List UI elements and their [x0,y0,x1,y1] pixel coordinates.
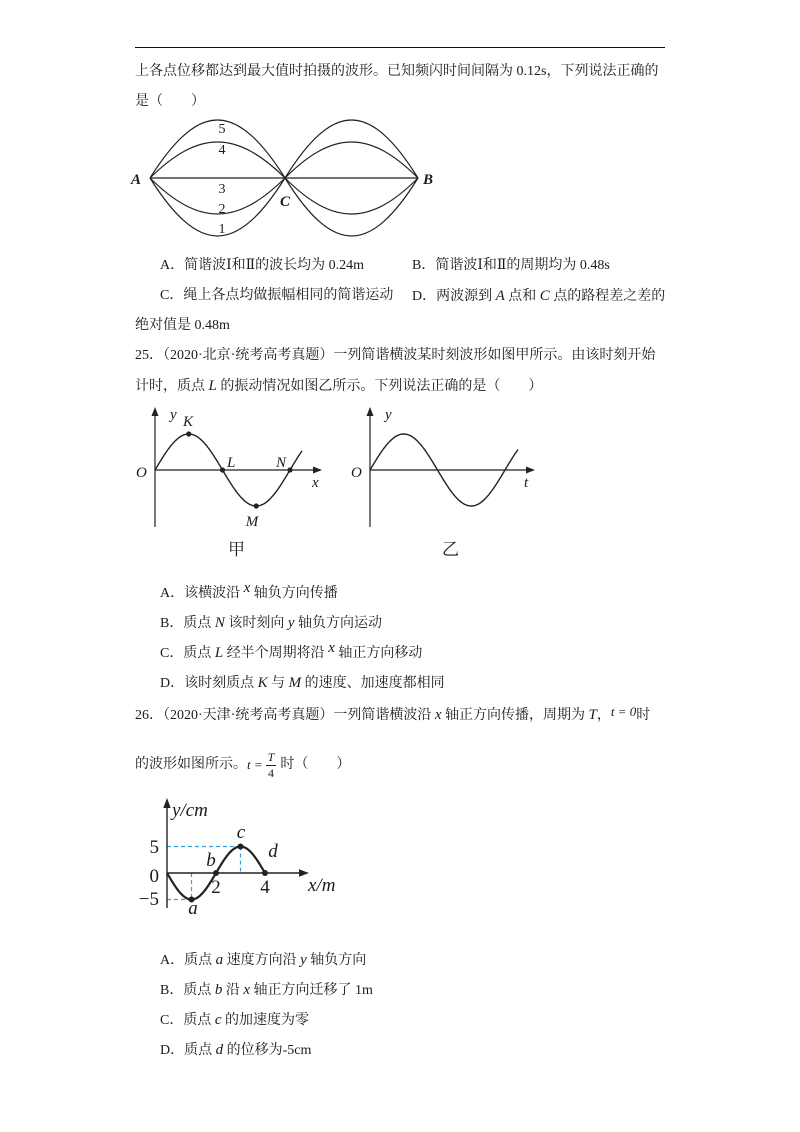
point-m-dot [254,503,259,508]
q26-option-b-text-1: B．质点 [160,983,215,998]
q24-option-d-text-2: 点和 [504,289,540,304]
q26-stem-line1-text-3: ， [596,708,611,723]
q26-fraction-denominator: 4 [267,765,274,780]
q26-stem-line1-var-t-period: T [588,707,597,723]
point-l-dot [220,467,225,472]
q24-option-c: C．绳上各点均做振幅相同的简谐运动 [160,288,394,303]
q24-option-d-text-1: D．两波源到 [412,289,496,304]
point-d-label: d [268,841,278,862]
point-c-label: c [236,822,246,843]
q26-option-a-text-3: 轴负方向 [306,953,367,968]
q26-option-b-text-3: 轴正方向迁移了 1m [250,983,373,998]
q26-option-d-var-d: d [215,1042,224,1058]
yi-origin-label: O [351,465,362,481]
q25-option-c-text-3: 轴正方向移动 [334,646,423,661]
q24-stem-line2: 是（ ） [135,94,205,109]
q26-y-arrow-icon [163,798,170,808]
q26-stem-line1-text-2: 轴正方向传播，周期为 [441,708,589,723]
point-b-label: b [206,850,216,871]
point-n-dot [287,467,292,472]
q24-option-a: A．简谐波Ⅰ和Ⅱ的波长均为 0.24m [160,258,365,273]
point-b-label: B [423,172,434,188]
q26-stem-line1 [135,705,650,726]
q26-stem-line1-t-equals-zero: t = 0 [610,704,637,719]
q25-stem-line2-text-2: 的振动情况如图乙所示。下列说法正确的是（ ） [216,379,543,394]
q25-stem-line2 [135,376,542,397]
q25-stem-line1: 25．（2020·北京·统考高考真题）一列简谐横波某时刻波形如图甲所示。由该时刻开始 [135,348,656,363]
q25-option-c-text-1: C．质点 [160,646,215,661]
point-d-dot [262,870,268,876]
q24-option-d-var-a: A [495,288,505,304]
x-tick-2: 2 [211,877,221,898]
q25-option-c-var-x: x [328,640,335,656]
q25-stem-line2-var-l: L [208,378,217,394]
q26-time-fraction [266,750,277,781]
q26-option-d-text-2: 的位移为-5cm [223,1043,312,1058]
q24-standing-wave-figure [125,105,445,250]
q26-option-c-text-1: C．质点 [160,1013,215,1028]
q26-option-a-text-1: A．质点 [160,953,216,968]
point-a-label: A [131,172,142,188]
point-m-label: M [245,514,259,530]
q25-option-a-var-x: x [243,580,251,596]
q25-option-a-text-1: A．该横波沿 [160,586,244,601]
q24-standing-wave-svg [125,105,445,250]
jia-y-arrow-icon [152,407,159,416]
q26-option-d-text-1: D．质点 [160,1043,216,1058]
q25-option-b-text-1: B．质点 [160,616,215,631]
point-l-label: L [227,455,236,471]
point-k-dot [186,431,191,436]
q25-option-d-var-k: K [257,675,268,691]
q26-option-a-var-y: y [300,952,307,968]
curve-label-2: 2 [218,202,226,217]
q26-option-a-var-a: a [215,952,224,968]
q26-y-axis-label: y/cm [172,800,208,821]
q25-option-c [160,640,423,664]
q25-stem-line2-text-1: 计时，质点 [135,379,209,394]
jia-x-arrow-icon [313,467,322,474]
q25-option-b-text-3: 轴负方向运动 [294,616,383,631]
point-k-label: K [182,414,194,430]
q26-option-a-text-2: 速度方向沿 [223,953,301,968]
figure-yi-caption: 乙 [442,540,459,559]
q25-option-b-text-2: 该时刻向 [224,616,288,631]
q25-option-d-text-2: 与 [267,676,289,691]
q24-option-d-var-c: C [539,288,550,304]
point-n-label: N [276,455,287,471]
q26-option-a [160,950,366,971]
q26-option-b [160,980,373,1001]
jia-y-axis-label: y [170,407,177,423]
x-tick-4: 4 [260,877,270,898]
q25-figure-yi [345,405,545,533]
q25-option-d [160,673,445,694]
q26-stem-line2-t-equals: t = [247,757,263,772]
q26-wave-figure [130,790,350,925]
q26-stem-line1-text-4: 时 [636,708,651,723]
curve-label-4: 4 [218,143,226,158]
point-c-label: C [280,194,291,210]
jia-origin-label: O [136,465,147,481]
q25-figure-jia-svg [130,405,330,533]
y-tick-5: 5 [149,837,159,858]
q25-option-d-var-m: M [288,675,302,691]
figure-jia-caption: 甲 [228,540,245,559]
y-tick-0: 0 [149,866,159,887]
q26-stem-line2-suffix: 时（ ） [280,757,351,772]
yi-y-axis-label: y [385,407,392,423]
q25-figure-jia [130,405,330,533]
q25-option-a [160,580,338,604]
q25-option-a-text-2: 轴负方向传播 [250,586,338,601]
y-tick-minus-5: −5 [138,889,159,910]
yi-t-axis-label: t [524,475,529,491]
yi-t-arrow-icon [526,467,535,474]
q25-option-b-var-y: y [287,615,295,631]
q26-option-d [160,1040,311,1061]
q26-stem-line1-text-1: 26．（2020·天津·统考高考真题）一列简谐横波沿 [135,708,435,723]
q25-option-c-text-2: 经半个周期将沿 [223,646,329,661]
wave-curve-4 [150,142,418,178]
q26-option-c-text-2: 的加速度为零 [221,1013,310,1028]
q25-option-c-var-l: L [214,645,224,661]
q24-option-b: B．简谐波Ⅰ和Ⅱ的周期均为 0.48s [412,258,610,273]
q25-option-d-text-3: 的速度、加速度都相同 [301,676,445,691]
q24-stem-line1: 上各点位移都达到最大值时拍摄的波形。已知频闪时间间隔为 0.12s，下列说法正确的 [135,64,659,79]
curve-label-3: 3 [218,182,226,197]
point-a-label: a [188,898,198,919]
curve-label-1: 1 [218,222,226,237]
q25-option-d-text-1: D．该时刻质点 [160,676,258,691]
q25-figure-yi-svg [345,405,545,533]
q24-option-d-text-3: 点的路程差之差的 [549,289,666,304]
jia-x-axis-label: x [312,475,319,491]
yi-y-arrow-icon [367,407,374,416]
top-rule [135,47,665,48]
q26-option-c [160,1010,309,1031]
q24-option-d [412,286,665,307]
point-c-dot [238,844,244,850]
q26-fraction-numerator: T [267,749,275,764]
q25-option-b-var-n: N [214,615,225,631]
q24-option-d-continued: 绝对值是 0.48m [135,318,230,333]
q26-option-b-text-2: 沿 [222,983,244,998]
q26-stem-line2-prefix: 的波形如图所示。 [135,757,247,772]
q26-stem-line1-var-x: x [434,707,442,723]
q26-x-axis-label: x/m [308,875,336,896]
q26-option-b-var-b: b [214,982,223,998]
curve-label-5: 5 [218,122,226,137]
q25-option-b [160,613,382,634]
q26-wave-svg [130,790,350,925]
q26-option-b-var-x: x [243,982,251,998]
q26-option-c-var-c: c [214,1012,222,1028]
q26-stem-line2 [135,743,350,787]
